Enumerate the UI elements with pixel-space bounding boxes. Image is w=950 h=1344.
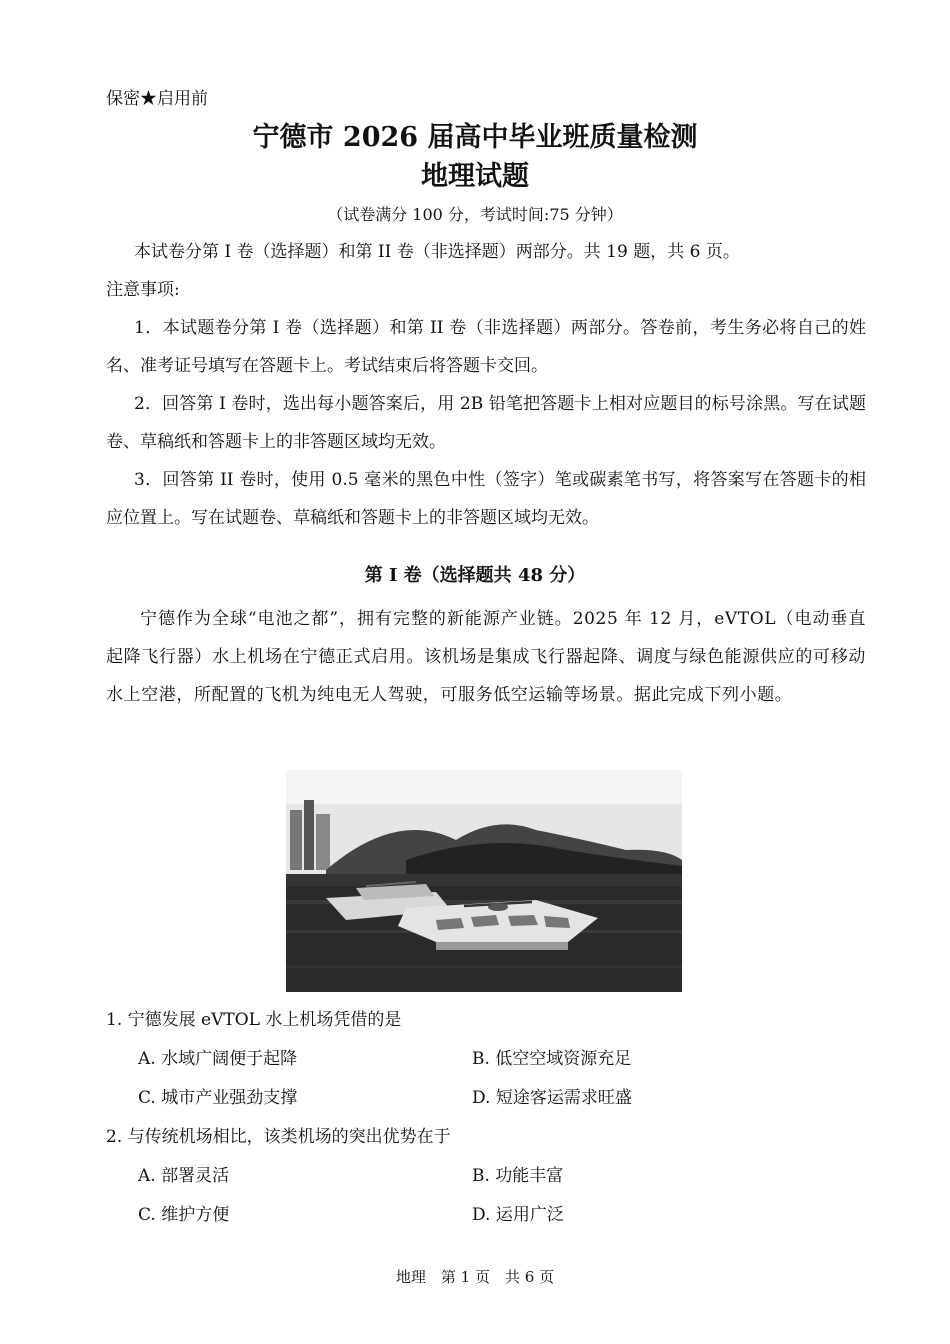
- question-2-stem: 2. 与传统机场相比，该类机场的突出优势在于: [106, 1127, 451, 1147]
- notice-heading: 注意事项:: [106, 280, 180, 300]
- score-note: （试卷满分 100 分，考试时间:75 分钟）: [327, 205, 623, 224]
- exam-title: 宁德市 2026 届高中毕业班质量检测: [252, 122, 698, 153]
- question-1-option-b: B. 低空空域资源充足: [472, 1049, 632, 1069]
- question-1-option-d: D. 短途客运需求旺盛: [472, 1088, 632, 1108]
- question-2-option-d: D. 运用广泛: [472, 1205, 564, 1225]
- question-2-option-c: C. 维护方便: [138, 1205, 230, 1225]
- notice-item-2: 2．回答第 I 卷时，选出每小题答案后，用 2B 铅笔把答题卡上相对应题目的标号涂黑。写在试题卷、草稿纸和答题卡上的非答题区域均无效。: [106, 394, 866, 452]
- question-1-option-a: A. 水域广阔便于起降: [138, 1049, 298, 1069]
- question-2-option-b: B. 功能丰富: [472, 1166, 564, 1186]
- intro-text: 本试卷分第 I 卷（选择题）和第 II 卷（非选择题）两部分。共 19 题，共 6 页。: [134, 242, 740, 262]
- question-2-option-a: A. 部署灵活: [138, 1166, 230, 1186]
- section-title: 第 I 卷（选择题共 48 分）: [364, 565, 586, 586]
- confidential-mark: 保密★启用前: [106, 89, 208, 109]
- page-footer: 地理 第 1 页 共 6 页: [395, 1268, 555, 1286]
- notice-item-1: 1．本试题卷分第 I 卷（选择题）和第 II 卷（非选择题）两部分。答卷前，考生务必将自己的姓名、准考证号填写在答题卡上。考试结束后将答题卡交回。: [106, 318, 866, 376]
- question-1-option-c: C. 城市产业强劲支撑: [138, 1088, 298, 1108]
- question-1-stem: 1. 宁德发展 eVTOL 水上机场凭借的是: [106, 1010, 402, 1030]
- notice-item-3: 3．回答第 II 卷时，使用 0.5 毫米的黑色中性（签字）笔或碳素笔书写，将答案写在答题卡的相应位置上。写在试题卷、草稿纸和答题卡上的非答题区域均无效。: [106, 470, 866, 528]
- reading-passage: 宁德作为全球“电池之都”，拥有完整的新能源产业链。2025 年 12 月，eVTOL（电动垂直起降飞行器）水上机场在宁德正式启用。该机场是集成飞行器起降、调度与绿色能源供应的可移动水上空港，所配置的飞机为纯电无人驾驶，可服务低空运输等场景。据此完成下列小题。: [106, 609, 866, 705]
- water-airport-photo: [286, 770, 682, 992]
- exam-subject: 地理试题: [421, 161, 529, 192]
